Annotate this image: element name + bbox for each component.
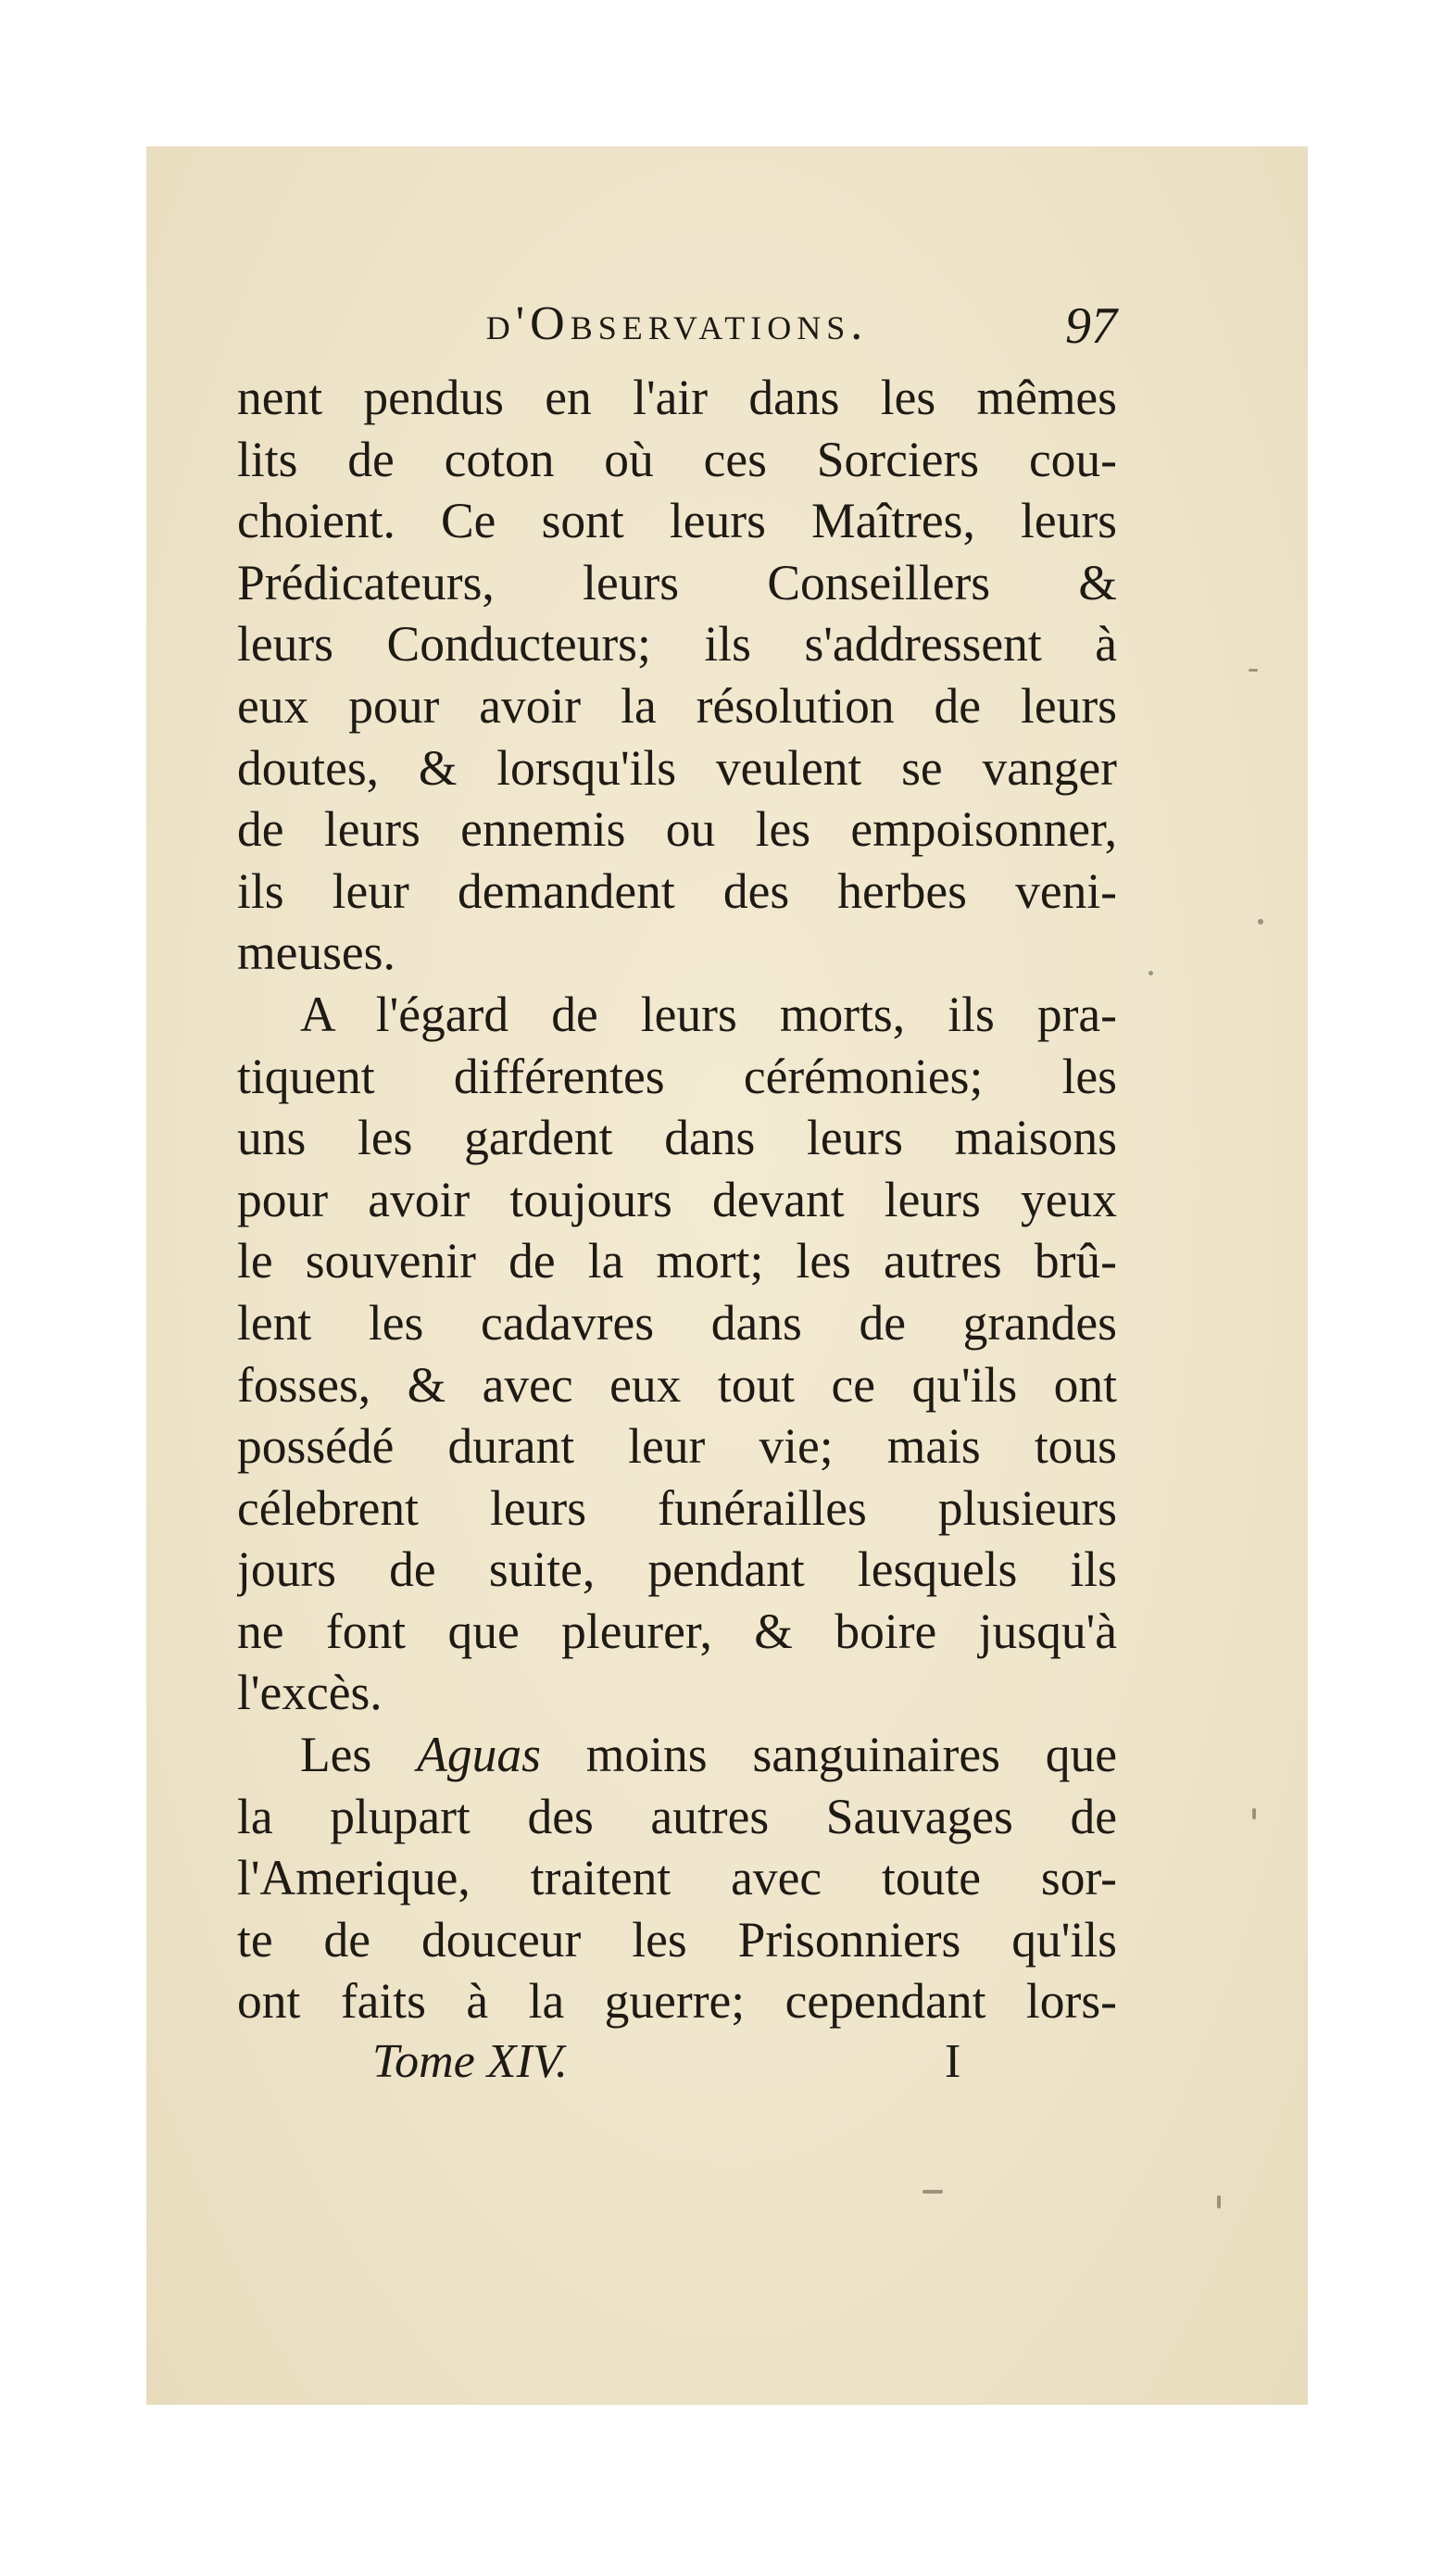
paper-speck	[1148, 971, 1153, 975]
text-line: tiquent différentes cérémonies; les	[237, 1048, 1117, 1104]
paragraph-first-line	[237, 1724, 1117, 1786]
text-line: le souvenir de la mort; les autres brû-	[237, 1233, 1117, 1289]
text-line: nent pendus en l'air dans les mêmes	[237, 370, 1117, 425]
paper-speck	[1258, 919, 1263, 924]
text-line: célebrent leurs funérailles plusieurs	[237, 1479, 1117, 1536]
text-line: de leurs ennemis ou les empoisonner,	[237, 801, 1117, 858]
text-line: fosses, & avec eux tout ce qu'ils ont	[237, 1356, 1117, 1413]
text-line: meuses.	[237, 924, 395, 981]
text-line: lent les cadavres dans de grandes	[237, 1294, 1117, 1351]
paper-speck	[1217, 2195, 1221, 2208]
paper-speck	[1252, 1808, 1256, 1819]
italic-term: Aguas	[417, 1727, 541, 1783]
text-segment: Les	[300, 1727, 372, 1783]
running-title: d'Observations.	[485, 297, 869, 350]
paper-speck	[1249, 669, 1258, 672]
text-segment: moins sanguinaires que	[585, 1727, 1117, 1783]
paragraph-first-line: A l'égard de leurs morts, ils pra-	[300, 986, 1117, 1042]
page-footer	[237, 2034, 1117, 2099]
text-line: eux pour avoir la résolution de leurs	[237, 677, 1117, 734]
text-line: possédé durant leur vie; mais tous	[237, 1418, 1117, 1475]
text-line: pour avoir toujours devant leurs yeux	[237, 1171, 1117, 1227]
body-text	[237, 367, 1117, 2032]
text-line: Prédicateurs, leurs Conseillers &	[237, 554, 1117, 610]
text-line: doutes, & lorsqu'ils veulent se vanger	[237, 739, 1117, 796]
text-line: choient. Ce sont leurs Maîtres, leurs	[237, 493, 1117, 549]
page-number: 97	[1065, 297, 1117, 355]
text-line: jours de suite, pendant lesquels ils	[237, 1541, 1117, 1598]
text-line: ils leur demandent des herbes veni-	[237, 862, 1117, 919]
text-line: la plupart des autres Sauvages de	[237, 1788, 1117, 1844]
text-line: l'Amerique, traitent avec toute sor-	[237, 1850, 1117, 1906]
text-line: ne font que pleurer, & boire jusqu'à	[237, 1603, 1117, 1659]
book-page	[237, 296, 1117, 2099]
text-line: l'excès.	[237, 1665, 383, 1721]
text-line: leurs Conducteurs; ils s'addressent à	[237, 616, 1117, 673]
text-line: uns les gardent dans leurs maisons	[237, 1110, 1117, 1166]
page-header	[237, 296, 1117, 367]
paper-speck	[923, 2190, 943, 2194]
text-line: lits de coton où ces Sorciers cou-	[237, 431, 1117, 487]
text-line: ont faits à la guerre; cependant lors-	[237, 1973, 1117, 2030]
text-line: te de douceur les Prisonniers qu'ils	[237, 1911, 1117, 1968]
signature-mark: I	[945, 2035, 961, 2089]
volume-label: Tome XIV.	[372, 2035, 568, 2089]
